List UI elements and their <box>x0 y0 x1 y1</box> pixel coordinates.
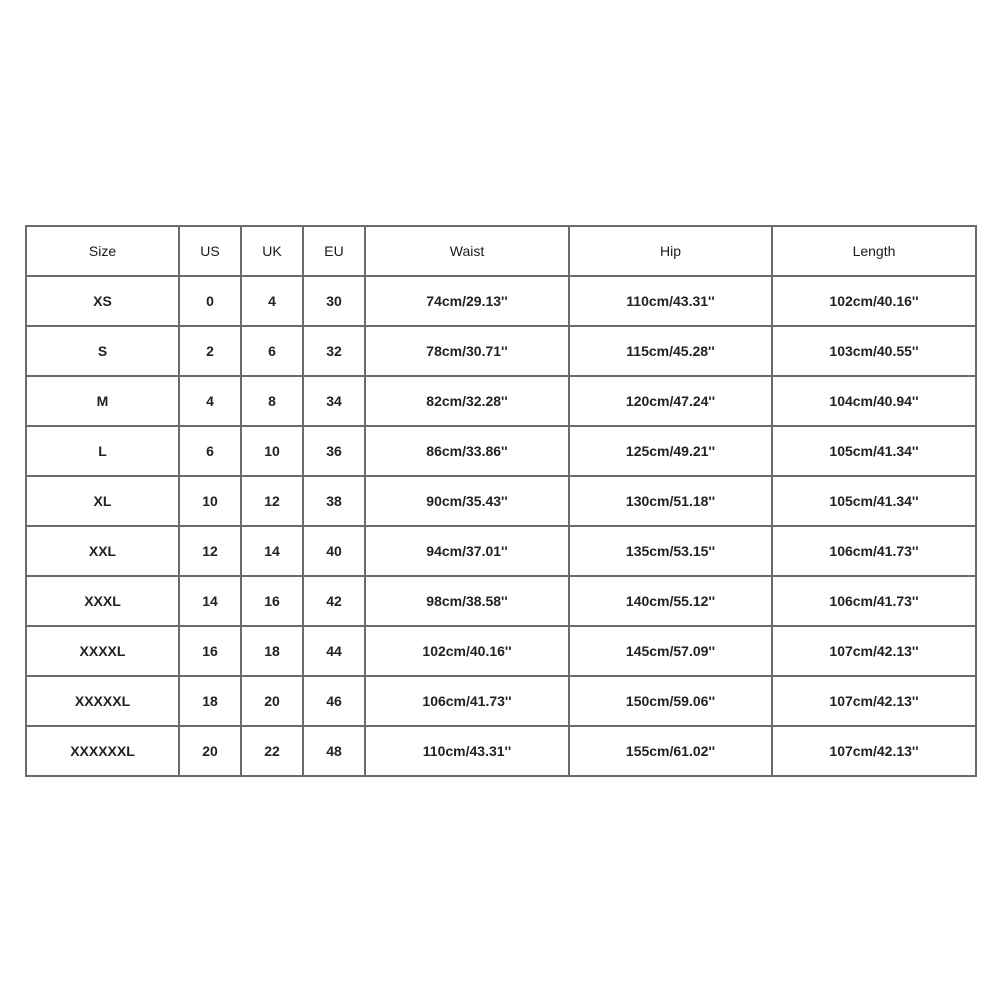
cell-eu: 40 <box>303 526 365 576</box>
cell-waist: 86cm/33.86'' <box>365 426 569 476</box>
cell-uk: 14 <box>241 526 303 576</box>
table-row <box>26 426 976 476</box>
cell-eu: 46 <box>303 676 365 726</box>
cell-uk: 10 <box>241 426 303 476</box>
cell-uk: 16 <box>241 576 303 626</box>
table-row <box>26 576 976 626</box>
header-uk: UK <box>241 226 303 276</box>
cell-length: 103cm/40.55'' <box>772 326 976 376</box>
cell-eu: 30 <box>303 276 365 326</box>
cell-hip: 140cm/55.12'' <box>569 576 772 626</box>
cell-hip: 135cm/53.15'' <box>569 526 772 576</box>
cell-hip: 150cm/59.06'' <box>569 676 772 726</box>
cell-hip: 110cm/43.31'' <box>569 276 772 326</box>
cell-length: 104cm/40.94'' <box>772 376 976 426</box>
cell-length: 107cm/42.13'' <box>772 726 976 776</box>
table-row <box>26 726 976 776</box>
cell-size: XXXXXXL <box>26 726 179 776</box>
cell-length: 106cm/41.73'' <box>772 576 976 626</box>
cell-uk: 20 <box>241 676 303 726</box>
cell-eu: 38 <box>303 476 365 526</box>
cell-length: 105cm/41.34'' <box>772 426 976 476</box>
cell-uk: 18 <box>241 626 303 676</box>
table-row <box>26 526 976 576</box>
cell-eu: 42 <box>303 576 365 626</box>
header-eu: EU <box>303 226 365 276</box>
header-waist: Waist <box>365 226 569 276</box>
cell-us: 20 <box>179 726 241 776</box>
cell-us: 0 <box>179 276 241 326</box>
cell-uk: 4 <box>241 276 303 326</box>
cell-size: S <box>26 326 179 376</box>
cell-waist: 82cm/32.28'' <box>365 376 569 426</box>
cell-length: 105cm/41.34'' <box>772 476 976 526</box>
cell-us: 10 <box>179 476 241 526</box>
cell-hip: 130cm/51.18'' <box>569 476 772 526</box>
cell-size: XXL <box>26 526 179 576</box>
cell-hip: 145cm/57.09'' <box>569 626 772 676</box>
cell-hip: 155cm/61.02'' <box>569 726 772 776</box>
cell-us: 4 <box>179 376 241 426</box>
cell-waist: 106cm/41.73'' <box>365 676 569 726</box>
cell-waist: 90cm/35.43'' <box>365 476 569 526</box>
size-chart-header <box>26 226 976 276</box>
cell-hip: 115cm/45.28'' <box>569 326 772 376</box>
cell-uk: 12 <box>241 476 303 526</box>
cell-waist: 78cm/30.71'' <box>365 326 569 376</box>
cell-uk: 22 <box>241 726 303 776</box>
cell-hip: 120cm/47.24'' <box>569 376 772 426</box>
table-row <box>26 376 976 426</box>
table-row <box>26 676 976 726</box>
cell-eu: 34 <box>303 376 365 426</box>
cell-length: 107cm/42.13'' <box>772 676 976 726</box>
cell-eu: 44 <box>303 626 365 676</box>
cell-length: 107cm/42.13'' <box>772 626 976 676</box>
cell-waist: 94cm/37.01'' <box>365 526 569 576</box>
header-size: Size <box>26 226 179 276</box>
table-row <box>26 276 976 326</box>
cell-size: M <box>26 376 179 426</box>
cell-size: XXXL <box>26 576 179 626</box>
cell-us: 12 <box>179 526 241 576</box>
cell-length: 106cm/41.73'' <box>772 526 976 576</box>
cell-waist: 74cm/29.13'' <box>365 276 569 326</box>
cell-waist: 110cm/43.31'' <box>365 726 569 776</box>
cell-us: 2 <box>179 326 241 376</box>
cell-uk: 6 <box>241 326 303 376</box>
cell-size: XL <box>26 476 179 526</box>
cell-size: L <box>26 426 179 476</box>
size-chart-body <box>26 276 976 776</box>
size-chart-table <box>25 225 977 777</box>
cell-us: 18 <box>179 676 241 726</box>
cell-us: 14 <box>179 576 241 626</box>
cell-size: XXXXXL <box>26 676 179 726</box>
table-row <box>26 326 976 376</box>
cell-us: 6 <box>179 426 241 476</box>
header-us: US <box>179 226 241 276</box>
cell-eu: 32 <box>303 326 365 376</box>
cell-size: XXXXL <box>26 626 179 676</box>
cell-waist: 98cm/38.58'' <box>365 576 569 626</box>
header-row <box>26 226 976 276</box>
cell-length: 102cm/40.16'' <box>772 276 976 326</box>
cell-hip: 125cm/49.21'' <box>569 426 772 476</box>
cell-size: XS <box>26 276 179 326</box>
table-row <box>26 626 976 676</box>
header-hip: Hip <box>569 226 772 276</box>
cell-uk: 8 <box>241 376 303 426</box>
table-row <box>26 476 976 526</box>
cell-eu: 48 <box>303 726 365 776</box>
cell-waist: 102cm/40.16'' <box>365 626 569 676</box>
cell-us: 16 <box>179 626 241 676</box>
cell-eu: 36 <box>303 426 365 476</box>
header-length: Length <box>772 226 976 276</box>
